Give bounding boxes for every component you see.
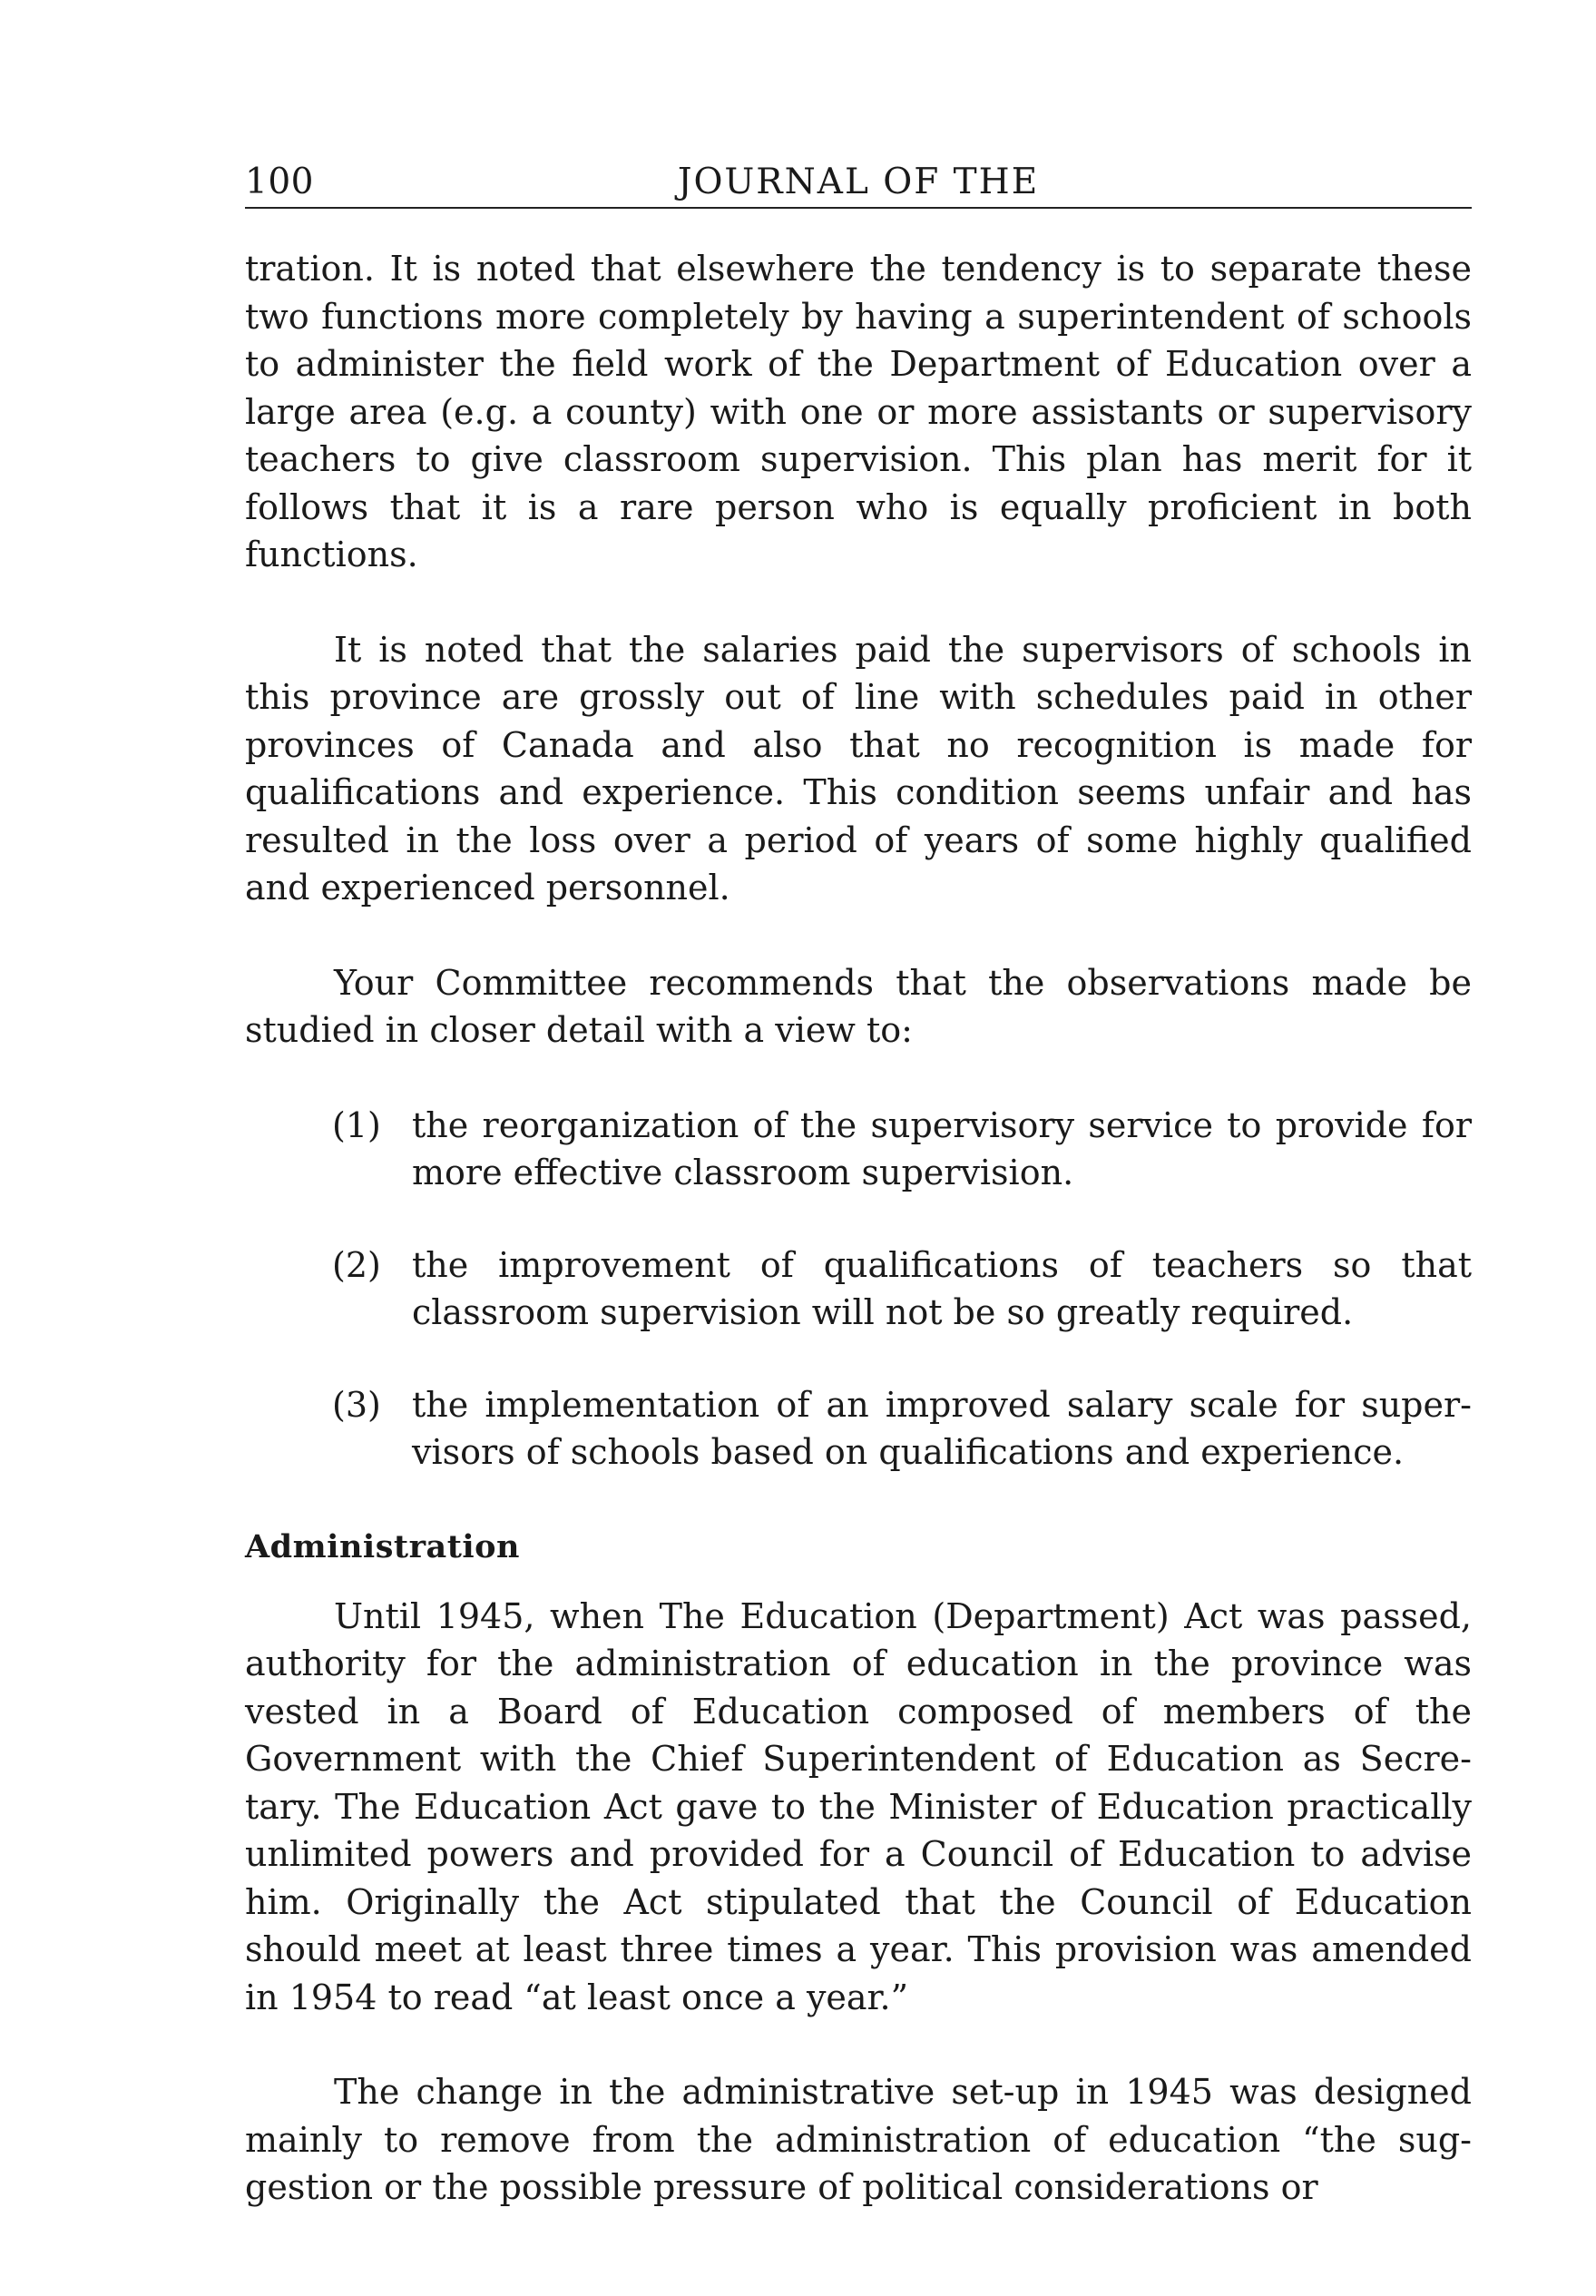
- page-number: 100: [245, 162, 314, 202]
- recommendation-text: the reorganization of the supervisory service to provide for more effective classroom supervision.: [412, 1104, 1472, 1192]
- recommendation-number: (2): [332, 1244, 381, 1285]
- administration-change-paragraph: The change in the administrative set-up in 1945 was designed mainly to remove from the administration of education “the suggestion or the possible pressure of political considerations or: [245, 2072, 1472, 2207]
- recommendation-number: (1): [332, 1104, 381, 1145]
- recommendation-item: [245, 1381, 1472, 1477]
- recommendation-item: [245, 1102, 1472, 1197]
- recommendation-text: the improvement of qualifications of teachers so that classroom supervision will not be so greatly required.: [412, 1244, 1472, 1332]
- journal-title: JOURNAL OF THE: [677, 162, 1040, 202]
- recommendation-number: (3): [332, 1384, 381, 1425]
- salaries-paragraph: It is noted that the salaries paid the supervisors of schools in this province are grossly out of line with schedules paid in other provinces of Canada and also that no recognition is made for qualifications and experience. This condition seems unfair and has resulted in the loss over a period of years of some highly qualified and experienced personnel.: [245, 629, 1472, 908]
- running-head: [245, 162, 1472, 209]
- body-text: [245, 245, 1472, 2212]
- recommendation-item: [245, 1241, 1472, 1337]
- continued-paragraph: tration. It is noted that elsewhere the tendency is to separate these two functions more completely by having a superintendent of schools to administer the field work of the Department of Education over a large area (e.g. a county) with one or more assistants or supervisory teachers to give classroom supervision. This plan has merit for it follows that it is a rare person who is equally proficient in both functions.: [245, 249, 1472, 574]
- administration-paragraph: Until 1945, when The Education (Department) Act was passed, authority for the administration of education in the province was vested in a Board of Education composed of members of the Government with the Chief Superintendent of Education as Secretary. The Education Act gave to the Minister of Education practically unlimited powers and provided for a Council of Education to advise him. Originally the Act stipulated that the Council of Education should meet at least three times a year. This provision was amended in 1954 to read “at least once a year.”: [245, 1595, 1472, 2017]
- recommendation-text: the implementation of an improved salary scale for supervisors of schools based on qualifications and experience.: [412, 1384, 1472, 1472]
- section-heading-administration: Administration: [245, 1527, 520, 1565]
- committee-recommendation-paragraph: Your Committee recommends that the observations made be studied in closer detail with a view to:: [245, 962, 1472, 1050]
- recommendation-list: [245, 1102, 1472, 1477]
